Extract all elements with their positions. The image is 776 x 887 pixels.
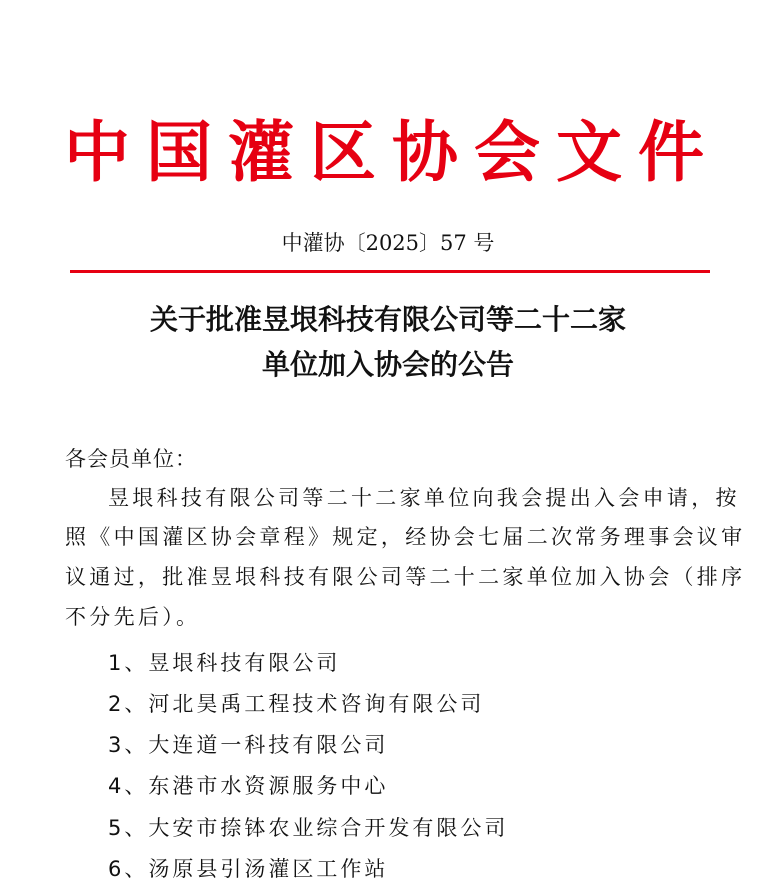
notice-title-line-1: 关于批准昱垠科技有限公司等二十二家 (149, 303, 626, 336)
member-list-item: 4、东港市水资源服务中心 (108, 774, 389, 798)
member-list-item: 6、汤原县引汤灌区工作站 (108, 857, 389, 881)
salutation: 各会员单位： (65, 447, 197, 471)
paragraph-line: 不分先后）。 (65, 605, 201, 629)
red-divider-rule (70, 270, 710, 273)
member-list-item: 2、河北昊禹工程技术咨询有限公司 (108, 692, 485, 716)
paragraph-line: 照《中国灌区协会章程》规定，经协会七届二次常务理事会议审 (65, 525, 746, 549)
notice-title-line-2: 单位加入协会的公告 (261, 348, 514, 381)
member-list-item: 1、昱垠科技有限公司 (108, 651, 341, 675)
document-number: 中灌协〔2025〕57 号 (281, 231, 495, 255)
paragraph-line: 议通过，批准昱垠科技有限公司等二十二家单位加入协会（排序 (65, 565, 746, 589)
member-list-item: 5、大安市捺钵农业综合开发有限公司 (108, 816, 509, 840)
member-list-item: 3、大连道一科技有限公司 (108, 733, 389, 757)
paragraph-line: 昱垠科技有限公司等二十二家单位向我会提出入会申请，按 (108, 486, 740, 510)
org-header-title: 中国灌区协会文件 (64, 113, 720, 191)
